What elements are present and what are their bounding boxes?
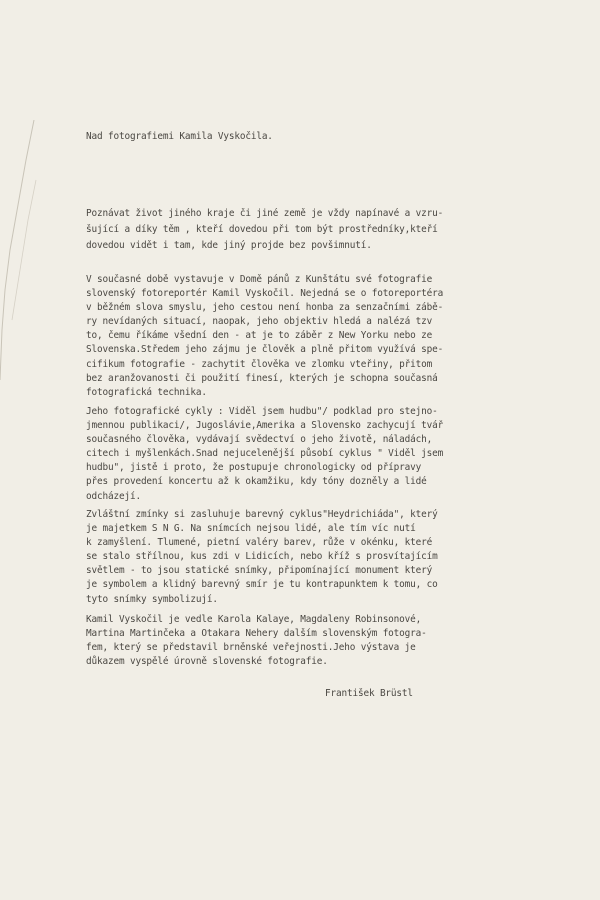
author-signature: František Brüstl	[325, 688, 413, 699]
text-line: Kamil Vyskočil je vedle Karola Kalaye, Magdaleny Robinsonové,	[86, 614, 422, 625]
text-line: bez aranžovanosti či použití finesí, kterých je schopna současná	[86, 372, 438, 384]
text-line: ry nevídaných situací, naopak, jeho objektiv hledá a nalézá tzv	[86, 316, 433, 328]
text-line: šující a díky těm , kteří dovedou při tom být prostředníky,kteří	[86, 224, 438, 235]
text-line: to, čemu říkáme všední den - at je to záběr z New Yorku nebo ze	[86, 330, 433, 342]
text-line: slovenský fotoreportér Kamil Vyskočil. Nejedná se o fotoreportéra	[86, 288, 444, 300]
text-line: cifikum fotografie - zachytit člověka ve zlomku vteřiny, přitom	[86, 358, 433, 370]
text-line: v běžném slova smyslu, jeho cestou není honba za senzačními zábě-	[86, 302, 444, 314]
paragraph-1	[86, 206, 506, 254]
paragraph-5	[86, 613, 506, 669]
paragraph-3	[86, 405, 506, 504]
text-line: Jeho fotografické cykly : Viděl jsem hudbu"/ podklad pro stejno-	[86, 406, 438, 417]
paragraph-4	[86, 508, 506, 607]
text-line: citech i myšlenkách.Snad nejucelenější působí cyklus " Viděl jsem	[86, 448, 444, 460]
text-line: jmennou publikaci/, Jugoslávie,Amerika a Slovensko zachycují tvář	[86, 420, 444, 432]
text-line: dovedou vidět i tam, kde jiný projde bez povšimnutí.	[86, 240, 372, 251]
text-line: Martina Martinčeka a Otakara Nehery dalším slovenským fotogra-	[86, 628, 427, 640]
text-line: Poznávat život jiného kraje či jiné země je vždy napínavé a vzru-	[86, 208, 444, 219]
text-line: k zamyšlení. Tlumené, pietní valéry barev, růže v okénku, které	[86, 537, 433, 549]
text-line: hudbu", jistě i proto, že postupuje chronologicky od přípravy	[86, 462, 422, 474]
text-line: odcházejí.	[86, 490, 141, 502]
text-line: důkazem vyspělé úrovně slovenské fotografie.	[86, 656, 328, 668]
text-line: Slovenska.Středem jeho zájmu je člověk a plně přitom využívá spe-	[86, 344, 444, 356]
text-line: je majetkem S N G. Na snímcích nejsou lidé, ale tím víc nutí	[86, 523, 416, 535]
text-line: je symbolem a klidný barevný smír je tu kontrapunktem k tomu, co	[86, 579, 438, 591]
text-line: současného člověka, vydávají svědectví o jeho životě, náladách,	[86, 434, 433, 446]
paragraph-2	[86, 273, 506, 400]
text-line: přes provedení koncertu až k okamžiku, kdy tóny dozněly a lidé	[86, 476, 427, 488]
text-line: světlem - to jsou statické snímky, připomínající monument který	[86, 565, 433, 577]
text-line: V současné době vystavuje v Domě pánů z Kunštátu své fotografie	[86, 274, 433, 285]
text-line: Zvláštní zmínky si zasluhuje barevný cyklus"Heydrichiáda", který	[86, 509, 438, 520]
document-title: Nad fotografiemi Kamila Vyskočila.	[86, 131, 273, 142]
text-line: se stalo střílnou, kus zdi v Lidicích, nebo kříž s prosvítajícím	[86, 551, 438, 563]
text-line: fem, který se představil brněnské veřejnosti.Jeho výstava je	[86, 642, 416, 654]
text-line: tyto snímky symbolizují.	[86, 593, 218, 605]
text-line: fotografická technika.	[86, 386, 207, 398]
